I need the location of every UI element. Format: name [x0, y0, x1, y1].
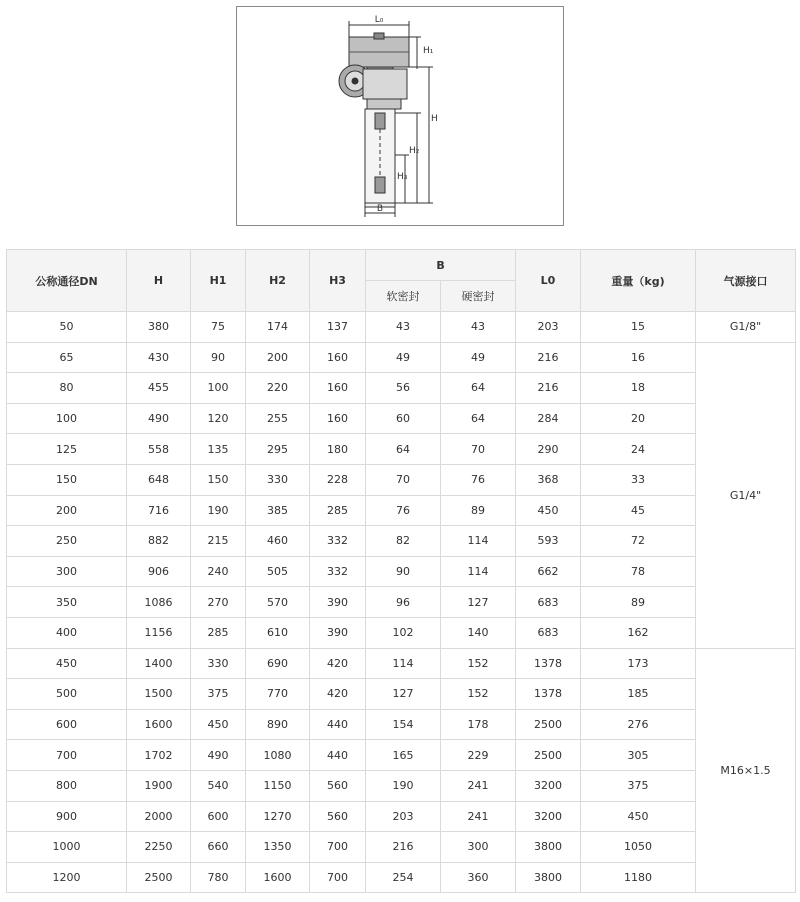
- cell-h1: 120: [191, 403, 246, 434]
- cell-h1: 285: [191, 617, 246, 648]
- h-label: H: [431, 114, 438, 124]
- cell-h3: 420: [310, 648, 366, 679]
- cell-h: 1600: [127, 709, 191, 740]
- cell-h3: 390: [310, 587, 366, 618]
- cell-l0: 593: [516, 526, 581, 557]
- header-air-port: 气源接口: [696, 250, 796, 312]
- cell-b-hard: 178: [441, 709, 516, 740]
- cell-b-hard: 360: [441, 862, 516, 893]
- cell-h2: 1350: [246, 832, 310, 863]
- h1-label: H₁: [423, 46, 434, 56]
- table-row: [7, 679, 796, 710]
- table-row: [7, 617, 796, 648]
- cell-h1: 780: [191, 862, 246, 893]
- cell-l0: 683: [516, 617, 581, 648]
- cell-air-port: M16×1.5: [696, 648, 796, 893]
- cell-h2: 1150: [246, 770, 310, 801]
- cell-b-soft: 216: [366, 832, 441, 863]
- cell-h1: 330: [191, 648, 246, 679]
- cell-dn: 400: [7, 617, 127, 648]
- table-row: [7, 587, 796, 618]
- cell-b-hard: 114: [441, 526, 516, 557]
- cell-h3: 160: [310, 403, 366, 434]
- cell-dn: 700: [7, 740, 127, 771]
- table-row: [7, 312, 796, 343]
- cell-h3: 560: [310, 770, 366, 801]
- table-row: [7, 526, 796, 557]
- cell-h3: 332: [310, 526, 366, 557]
- cell-b-hard: 152: [441, 679, 516, 710]
- cell-dn: 65: [7, 342, 127, 373]
- cell-h3: 420: [310, 679, 366, 710]
- cell-h: 430: [127, 342, 191, 373]
- cell-h2: 610: [246, 617, 310, 648]
- cell-b-soft: 56: [366, 373, 441, 404]
- cell-dn: 300: [7, 556, 127, 587]
- header-h1: H1: [191, 250, 246, 312]
- cell-dn: 150: [7, 464, 127, 495]
- cell-b-soft: 114: [366, 648, 441, 679]
- cell-h1: 190: [191, 495, 246, 526]
- table-row: [7, 862, 796, 893]
- cell-h3: 700: [310, 832, 366, 863]
- cell-b-soft: 102: [366, 617, 441, 648]
- cell-h1: 150: [191, 464, 246, 495]
- cell-h1: 240: [191, 556, 246, 587]
- cell-dn: 500: [7, 679, 127, 710]
- cell-air-port: G1/8": [696, 312, 796, 343]
- cell-h2: 1600: [246, 862, 310, 893]
- cell-b-hard: 152: [441, 648, 516, 679]
- cell-h: 648: [127, 464, 191, 495]
- cell-h3: 285: [310, 495, 366, 526]
- valve-drawing-frame: [236, 6, 564, 226]
- cell-h1: 450: [191, 709, 246, 740]
- spec-table-body: [7, 312, 796, 893]
- cell-dn: 800: [7, 770, 127, 801]
- cell-h2: 1080: [246, 740, 310, 771]
- cell-dn: 100: [7, 403, 127, 434]
- cell-l0: 3800: [516, 832, 581, 863]
- cell-b-soft: 76: [366, 495, 441, 526]
- cell-air-port: G1/4": [696, 342, 796, 648]
- cell-weight: 72: [581, 526, 696, 557]
- lower-stem: [375, 177, 385, 193]
- cell-weight: 89: [581, 587, 696, 618]
- table-row: [7, 801, 796, 832]
- cell-weight: 1050: [581, 832, 696, 863]
- cell-h: 1500: [127, 679, 191, 710]
- cell-h2: 220: [246, 373, 310, 404]
- header-h: H: [127, 250, 191, 312]
- header-b-soft: 软密封: [366, 281, 441, 312]
- cell-h1: 75: [191, 312, 246, 343]
- cell-h3: 228: [310, 464, 366, 495]
- cell-h: 2000: [127, 801, 191, 832]
- cell-b-hard: 300: [441, 832, 516, 863]
- table-row: [7, 403, 796, 434]
- cell-b-hard: 43: [441, 312, 516, 343]
- cell-b-hard: 229: [441, 740, 516, 771]
- cell-dn: 450: [7, 648, 127, 679]
- cell-dn: 200: [7, 495, 127, 526]
- cell-h: 380: [127, 312, 191, 343]
- cell-dn: 600: [7, 709, 127, 740]
- header-l0: L0: [516, 250, 581, 312]
- cell-weight: 24: [581, 434, 696, 465]
- cell-dn: 350: [7, 587, 127, 618]
- cell-weight: 185: [581, 679, 696, 710]
- cell-h2: 385: [246, 495, 310, 526]
- cell-h1: 270: [191, 587, 246, 618]
- table-row: [7, 556, 796, 587]
- cell-l0: 683: [516, 587, 581, 618]
- cell-l0: 290: [516, 434, 581, 465]
- cell-h1: 490: [191, 740, 246, 771]
- cell-h3: 160: [310, 342, 366, 373]
- cell-h: 1086: [127, 587, 191, 618]
- cell-b-soft: 43: [366, 312, 441, 343]
- cell-dn: 125: [7, 434, 127, 465]
- cell-l0: 450: [516, 495, 581, 526]
- cell-l0: 1378: [516, 648, 581, 679]
- cell-l0: 216: [516, 373, 581, 404]
- table-row: [7, 770, 796, 801]
- cell-h2: 295: [246, 434, 310, 465]
- cell-b-soft: 64: [366, 434, 441, 465]
- cell-h1: 135: [191, 434, 246, 465]
- cell-h1: 100: [191, 373, 246, 404]
- cell-b-hard: 114: [441, 556, 516, 587]
- cell-b-soft: 254: [366, 862, 441, 893]
- cell-l0: 1378: [516, 679, 581, 710]
- header-row: [7, 250, 796, 281]
- cell-h: 455: [127, 373, 191, 404]
- yoke: [367, 99, 401, 109]
- cell-weight: 162: [581, 617, 696, 648]
- table-row: [7, 373, 796, 404]
- cell-l0: 2500: [516, 709, 581, 740]
- cell-dn: 50: [7, 312, 127, 343]
- header-h2: H2: [246, 250, 310, 312]
- cell-h: 2250: [127, 832, 191, 863]
- cell-b-hard: 241: [441, 801, 516, 832]
- cell-h2: 174: [246, 312, 310, 343]
- h2-label: H₂: [409, 146, 420, 156]
- l0-label: L₀: [374, 15, 384, 25]
- cell-h: 1900: [127, 770, 191, 801]
- cell-b-soft: 96: [366, 587, 441, 618]
- actuator-indicator: [374, 33, 384, 39]
- cell-b-soft: 127: [366, 679, 441, 710]
- cell-h2: 200: [246, 342, 310, 373]
- cell-l0: 2500: [516, 740, 581, 771]
- handwheel-center: [352, 78, 358, 84]
- cell-b-hard: 89: [441, 495, 516, 526]
- cell-h1: 660: [191, 832, 246, 863]
- header-weight: 重量（kg): [581, 250, 696, 312]
- cell-weight: 78: [581, 556, 696, 587]
- table-row: [7, 740, 796, 771]
- cell-weight: 20: [581, 403, 696, 434]
- table-row: [7, 342, 796, 373]
- table-row: [7, 434, 796, 465]
- cell-dn: 1000: [7, 832, 127, 863]
- gearbox: [363, 69, 407, 99]
- spec-table: [6, 249, 796, 893]
- cell-dn: 80: [7, 373, 127, 404]
- cell-h1: 90: [191, 342, 246, 373]
- cell-h: 906: [127, 556, 191, 587]
- cell-h1: 375: [191, 679, 246, 710]
- cell-h: 1156: [127, 617, 191, 648]
- h3-label: H₃: [397, 172, 408, 182]
- cell-h1: 540: [191, 770, 246, 801]
- cell-l0: 216: [516, 342, 581, 373]
- cell-h1: 215: [191, 526, 246, 557]
- cell-dn: 900: [7, 801, 127, 832]
- cell-dn: 250: [7, 526, 127, 557]
- cell-h3: 440: [310, 709, 366, 740]
- valve-drawing: [237, 7, 565, 227]
- cell-b-hard: 49: [441, 342, 516, 373]
- cell-b-soft: 70: [366, 464, 441, 495]
- cell-b-soft: 190: [366, 770, 441, 801]
- cell-b-hard: 127: [441, 587, 516, 618]
- cell-h3: 160: [310, 373, 366, 404]
- cell-b-soft: 60: [366, 403, 441, 434]
- cell-h: 1400: [127, 648, 191, 679]
- cell-b-soft: 90: [366, 556, 441, 587]
- cell-h2: 1270: [246, 801, 310, 832]
- cell-h2: 460: [246, 526, 310, 557]
- cell-b-hard: 140: [441, 617, 516, 648]
- cell-b-soft: 154: [366, 709, 441, 740]
- cell-b-hard: 241: [441, 770, 516, 801]
- cell-weight: 173: [581, 648, 696, 679]
- cell-h2: 255: [246, 403, 310, 434]
- cell-b-soft: 82: [366, 526, 441, 557]
- cell-h2: 890: [246, 709, 310, 740]
- cell-l0: 3200: [516, 770, 581, 801]
- cell-b-hard: 64: [441, 403, 516, 434]
- cell-h: 2500: [127, 862, 191, 893]
- cell-weight: 450: [581, 801, 696, 832]
- cell-h2: 505: [246, 556, 310, 587]
- cell-h2: 330: [246, 464, 310, 495]
- cell-weight: 15: [581, 312, 696, 343]
- header-dn: 公称通径DN: [7, 250, 127, 312]
- upper-stem: [375, 113, 385, 129]
- table-row: [7, 464, 796, 495]
- cell-b-soft: 49: [366, 342, 441, 373]
- cell-l0: 203: [516, 312, 581, 343]
- cell-weight: 276: [581, 709, 696, 740]
- cell-l0: 3200: [516, 801, 581, 832]
- cell-b-hard: 64: [441, 373, 516, 404]
- cell-h2: 690: [246, 648, 310, 679]
- cell-h: 882: [127, 526, 191, 557]
- cell-h: 716: [127, 495, 191, 526]
- cell-h3: 137: [310, 312, 366, 343]
- cell-weight: 16: [581, 342, 696, 373]
- cell-h: 490: [127, 403, 191, 434]
- cell-weight: 33: [581, 464, 696, 495]
- cell-b-soft: 165: [366, 740, 441, 771]
- cell-h2: 770: [246, 679, 310, 710]
- table-row: [7, 495, 796, 526]
- cell-h3: 700: [310, 862, 366, 893]
- cell-weight: 1180: [581, 862, 696, 893]
- table-row: [7, 648, 796, 679]
- cell-h3: 180: [310, 434, 366, 465]
- cell-h: 1702: [127, 740, 191, 771]
- cell-weight: 305: [581, 740, 696, 771]
- cell-l0: 662: [516, 556, 581, 587]
- cell-b-soft: 203: [366, 801, 441, 832]
- b-label: B: [376, 204, 384, 214]
- cell-h3: 560: [310, 801, 366, 832]
- cell-b-hard: 70: [441, 434, 516, 465]
- cell-weight: 18: [581, 373, 696, 404]
- cell-dn: 1200: [7, 862, 127, 893]
- cell-weight: 375: [581, 770, 696, 801]
- header-b-hard: 硬密封: [441, 281, 516, 312]
- cell-h: 558: [127, 434, 191, 465]
- cell-h2: 570: [246, 587, 310, 618]
- header-h3: H3: [310, 250, 366, 312]
- cell-h3: 440: [310, 740, 366, 771]
- cell-weight: 45: [581, 495, 696, 526]
- cell-h3: 332: [310, 556, 366, 587]
- cell-l0: 284: [516, 403, 581, 434]
- cell-h1: 600: [191, 801, 246, 832]
- cell-b-hard: 76: [441, 464, 516, 495]
- cell-h3: 390: [310, 617, 366, 648]
- table-row: [7, 832, 796, 863]
- table-row: [7, 709, 796, 740]
- cell-l0: 368: [516, 464, 581, 495]
- header-b: B: [366, 250, 516, 281]
- cell-l0: 3800: [516, 862, 581, 893]
